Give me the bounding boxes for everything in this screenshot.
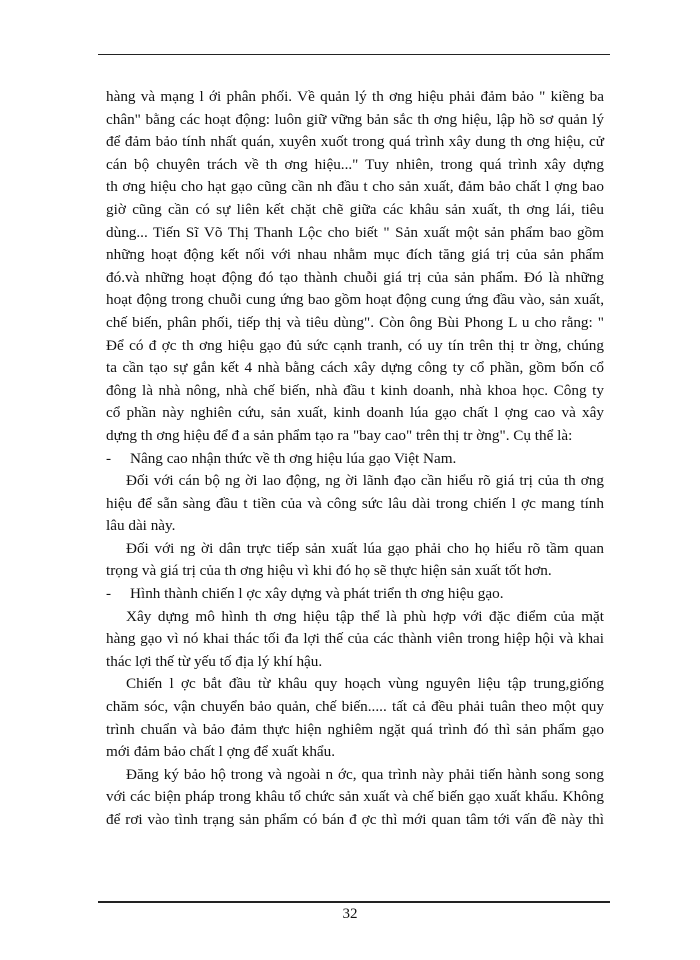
text-line: để rơi vào tình trạng sản phẩm có bán đ ợc thì mới quan tâm tới vấn đề này thì	[106, 811, 604, 828]
text-line: Chiến l ợc bắt đầu từ khâu quy hoạch vùng nguyên liệu tập trung,giống	[126, 675, 604, 693]
text-line: với các biện pháp trong khâu tổ chức sản xuất và chế biến gạo xuất khẩu. Không	[106, 788, 604, 806]
text-line: Để có đ ợc th ơng hiệu gạo đủ sức cạnh tranh, có uy tín trên thị tr ờng, chúng	[106, 336, 604, 354]
text-line: để đảm bảo tính nhất quán, xuyên xuốt trong quá trình xây dung th ơng hiệu, cử	[106, 133, 604, 151]
text-line: chân" bằng các hoạt động: luôn giữ vững bản sắc th ơng hiệu, lập hồ sơ quản lý	[106, 110, 604, 128]
text-line: Đối với ng ời dân trực tiếp sản xuất lúa gạo phải cho họ hiểu rõ tầm quan	[126, 539, 604, 557]
text-line: lâu dài này.	[106, 517, 176, 535]
bullet-dash: -	[106, 585, 112, 603]
bullet-dash: -	[106, 449, 112, 467]
text-line: dựng th ơng hiệu để đ a sản phẩm tạo ra "bay cao" trên thị tr ờng". Cụ thể là:	[106, 426, 573, 444]
paragraph	[106, 538, 604, 583]
bullet-item	[106, 448, 604, 471]
text-line: Đăng ký bảo hộ trong và ngoài n ớc, qua trình này phải tiến hành song song	[126, 765, 604, 783]
text-line: những hoạt động kết nối với nhau nhằm mục đích tăng giá trị của sản phẩm	[106, 246, 604, 264]
text-line: trọng và giá trị của th ơng hiệu vì khi đó họ sẽ thực hiện sản xuất tốt hơn.	[106, 562, 552, 580]
text-line: chế biến, phân phối, tiếp thị và tiêu dùng". Còn ông Bùi Phong L u cho rằng: "	[106, 313, 604, 331]
text-line: đó.và những hoạt động đó tạo thành chuỗi giá trị của sản phẩm. Đó là những	[106, 268, 604, 286]
text-line: Đối với cán bộ ng ời lao động, ng ời lãnh đạo cần hiểu rõ giá trị của th ơng	[126, 472, 604, 490]
text-line: hàng và mạng l ới phân phối. Về quản lý th ơng hiệu phải đảm bảo " kiềng ba	[106, 88, 604, 105]
page-border-top	[98, 54, 610, 55]
text-line: ta cần tạo sự gắn kết 4 nhà bằng cách xây dựng công ty cổ phần, gồm bốn cổ	[106, 359, 604, 377]
text-line: mới đảm bảo chất l ợng để xuất khẩu.	[106, 743, 336, 761]
bullet-text: Nâng cao nhận thức về th ơng hiệu lúa gạo Việt Nam.	[130, 449, 457, 467]
text-line: cổ phần này nghiên cứu, sản xuất, kinh doanh lúa gạo chất l ợng cao và xây	[106, 404, 604, 422]
paragraph	[106, 470, 604, 538]
text-line: hoạt động trong chuỗi cung ứng bao gồm hoạt động cung ứng đầu vào, sản xuất,	[106, 291, 604, 309]
text-line: th ơng hiệu cho hạt gạo cũng cần nh đầu t cho sản xuất, đảm bảo chất l ợng bao	[106, 178, 604, 196]
bullet-text: Hình thành chiến l ợc xây dựng và phát triển th ơng hiệu gạo.	[130, 585, 504, 603]
paragraph	[106, 86, 604, 448]
text-line: hiệu để sẵn sàng đầu t tiền của và công sức lâu dài trong chiến l ợc mang tính	[106, 494, 604, 512]
text-line: đông là nhà nông, nhà chế biến, nhà đầu t kinh doanh, nhà khoa học. Công ty	[106, 381, 604, 399]
paragraph	[106, 606, 604, 674]
text-line: thác lợi thế từ yếu tố địa lý khí hậu.	[106, 652, 323, 670]
page-body	[106, 86, 604, 832]
paragraph	[106, 764, 604, 832]
text-line: trình chuẩn và bảo đảm thực hiện nghiêm ngặt quá trình đó thì sản phẩm gạo	[106, 720, 604, 738]
text-line: cán bộ chuyên trách về th ơng hiệu..." Tuy nhiên, trong quá trình xây dựng	[106, 155, 604, 173]
text-line: giờ cũng cần có sự liên kết chặt chẽ giữa các khâu sản xuất, th ơng lái, tiêu	[106, 200, 604, 218]
text-line: hàng gạo vì nó khai thác tối đa lợi thế của các thành viên trong hiệp hội và khai	[106, 630, 604, 648]
page-border-bottom	[98, 901, 610, 903]
text-line: dùng... Tiến Sĩ Võ Thị Thanh Lộc cho biết " Sản xuất một sản phẩm bao gồm	[106, 223, 604, 241]
page-number: 32	[342, 906, 358, 922]
bullet-item	[106, 583, 604, 606]
text-line: chăm sóc, vận chuyển bảo quản, chế biến..... tất cả đều phải tuân theo một quy	[106, 698, 604, 716]
paragraph	[106, 673, 604, 763]
text-line: Xây dựng mô hình th ơng hiệu tập thể là phù hợp với đặc điểm của mặt	[126, 607, 604, 625]
